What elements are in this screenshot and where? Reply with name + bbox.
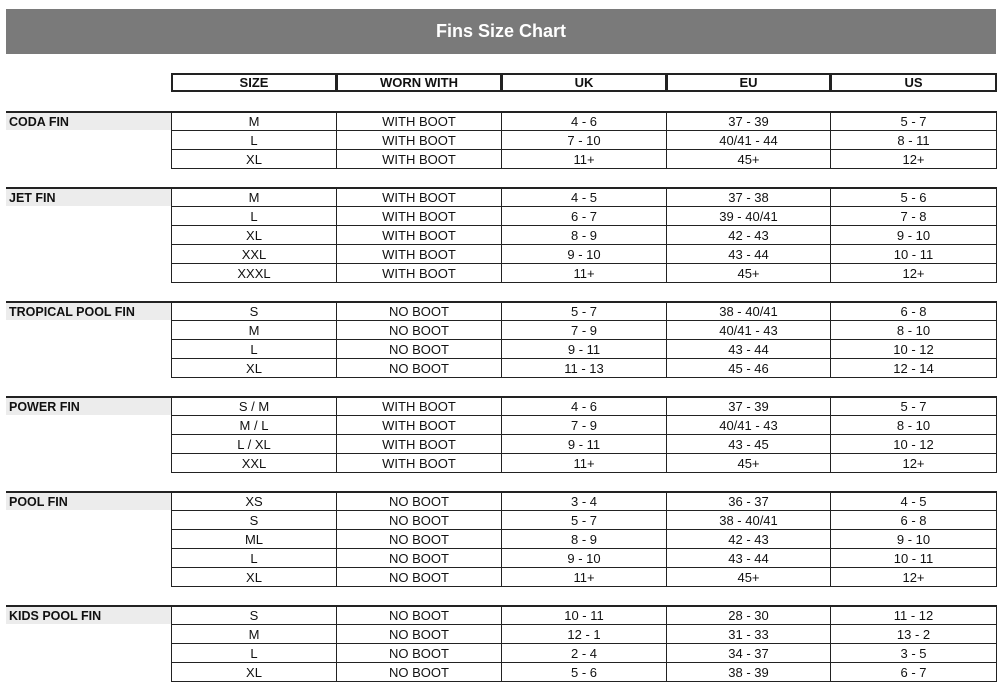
table-cell-us: 5 - 7 <box>830 111 997 131</box>
table-cell-us: 8 - 10 <box>830 415 997 435</box>
table-cell-size: XL <box>171 567 337 587</box>
table-cell-eu: 37 - 39 <box>666 111 831 131</box>
table-cell-uk: 10 - 11 <box>501 605 667 625</box>
table-cell-worn-with: NO BOOT <box>336 301 502 321</box>
table-cell-us: 12+ <box>830 263 997 283</box>
table-cell-uk: 2 - 4 <box>501 643 667 663</box>
table-cell-eu: 42 - 43 <box>666 225 831 245</box>
table-cell-worn-with: WITH BOOT <box>336 434 502 454</box>
table-cell-size: L <box>171 339 337 359</box>
table-cell-us: 8 - 10 <box>830 320 997 340</box>
table-cell-us: 12+ <box>830 567 997 587</box>
table-cell-eu: 39 - 40/41 <box>666 206 831 226</box>
table-cell-us: 12 - 14 <box>830 358 997 378</box>
table-cell-size: XXL <box>171 244 337 264</box>
table-cell-us: 9 - 10 <box>830 529 997 549</box>
table-cell-uk: 11+ <box>501 149 667 169</box>
table-cell-size: M / L <box>171 415 337 435</box>
table-cell-size: M <box>171 187 337 207</box>
table-cell-us: 10 - 11 <box>830 548 997 568</box>
table-cell-worn-with: WITH BOOT <box>336 206 502 226</box>
table-cell-worn-with: NO BOOT <box>336 491 502 511</box>
table-cell-uk: 4 - 6 <box>501 396 667 416</box>
table-cell-eu: 43 - 44 <box>666 339 831 359</box>
table-cell-uk: 8 - 9 <box>501 529 667 549</box>
table-cell-us: 7 - 8 <box>830 206 997 226</box>
table-cell-uk: 5 - 6 <box>501 662 667 682</box>
product-label: JET FIN <box>6 187 171 206</box>
table-cell-worn-with: NO BOOT <box>336 339 502 359</box>
column-header-us: US <box>830 73 997 92</box>
table-cell-eu: 40/41 - 43 <box>666 415 831 435</box>
table-cell-size: ML <box>171 529 337 549</box>
table-cell-worn-with: NO BOOT <box>336 567 502 587</box>
table-cell-worn-with: NO BOOT <box>336 643 502 663</box>
table-cell-us: 10 - 11 <box>830 244 997 264</box>
table-cell-worn-with: WITH BOOT <box>336 225 502 245</box>
table-cell-eu: 37 - 39 <box>666 396 831 416</box>
table-cell-us: 10 - 12 <box>830 339 997 359</box>
table-cell-us: 9 - 10 <box>830 225 997 245</box>
table-cell-worn-with: WITH BOOT <box>336 415 502 435</box>
table-cell-us: 8 - 11 <box>830 130 997 150</box>
table-cell-eu: 34 - 37 <box>666 643 831 663</box>
table-cell-us: 4 - 5 <box>830 491 997 511</box>
table-cell-size: XL <box>171 662 337 682</box>
table-cell-uk: 5 - 7 <box>501 510 667 530</box>
table-cell-worn-with: WITH BOOT <box>336 244 502 264</box>
table-cell-eu: 45+ <box>666 263 831 283</box>
table-cell-worn-with: WITH BOOT <box>336 149 502 169</box>
table-cell-eu: 45 - 46 <box>666 358 831 378</box>
table-cell-worn-with: NO BOOT <box>336 624 502 644</box>
table-cell-uk: 3 - 4 <box>501 491 667 511</box>
table-cell-eu: 40/41 - 44 <box>666 130 831 150</box>
table-cell-us: 6 - 8 <box>830 510 997 530</box>
table-cell-worn-with: NO BOOT <box>336 529 502 549</box>
table-cell-uk: 8 - 9 <box>501 225 667 245</box>
table-cell-size: L <box>171 130 337 150</box>
table-cell-size: XXL <box>171 453 337 473</box>
table-cell-size: L <box>171 206 337 226</box>
column-header-uk: UK <box>501 73 667 92</box>
column-header-size: SIZE <box>171 73 337 92</box>
table-cell-eu: 38 - 40/41 <box>666 301 831 321</box>
table-cell-eu: 38 - 39 <box>666 662 831 682</box>
table-cell-size: M <box>171 320 337 340</box>
table-cell-eu: 36 - 37 <box>666 491 831 511</box>
table-cell-uk: 12 - 1 <box>501 624 667 644</box>
table-cell-us: 10 - 12 <box>830 434 997 454</box>
table-cell-eu: 42 - 43 <box>666 529 831 549</box>
table-cell-uk: 4 - 5 <box>501 187 667 207</box>
product-label: KIDS POOL FIN <box>6 605 171 624</box>
table-cell-size: S <box>171 510 337 530</box>
table-cell-us: 3 - 5 <box>830 643 997 663</box>
table-cell-eu: 38 - 40/41 <box>666 510 831 530</box>
table-cell-size: S <box>171 605 337 625</box>
table-cell-worn-with: NO BOOT <box>336 510 502 530</box>
table-cell-size: S / M <box>171 396 337 416</box>
table-cell-uk: 9 - 11 <box>501 339 667 359</box>
table-cell-size: L <box>171 548 337 568</box>
table-cell-eu: 45+ <box>666 149 831 169</box>
product-label: POOL FIN <box>6 491 171 510</box>
table-cell-uk: 6 - 7 <box>501 206 667 226</box>
table-cell-size: L / XL <box>171 434 337 454</box>
table-cell-size: M <box>171 111 337 131</box>
table-cell-worn-with: WITH BOOT <box>336 111 502 131</box>
table-cell-us: 5 - 7 <box>830 396 997 416</box>
table-cell-worn-with: NO BOOT <box>336 358 502 378</box>
table-cell-eu: 43 - 44 <box>666 244 831 264</box>
table-cell-uk: 11+ <box>501 453 667 473</box>
table-cell-eu: 40/41 - 43 <box>666 320 831 340</box>
table-cell-us: 5 - 6 <box>830 187 997 207</box>
table-cell-eu: 28 - 30 <box>666 605 831 625</box>
table-cell-worn-with: NO BOOT <box>336 320 502 340</box>
table-cell-worn-with: NO BOOT <box>336 548 502 568</box>
table-cell-us: 12+ <box>830 149 997 169</box>
column-header-eu: EU <box>666 73 831 92</box>
column-header-worn-with: WORN WITH <box>336 73 502 92</box>
table-cell-uk: 9 - 10 <box>501 548 667 568</box>
table-cell-size: XL <box>171 225 337 245</box>
table-cell-eu: 45+ <box>666 567 831 587</box>
table-cell-uk: 11+ <box>501 263 667 283</box>
table-cell-size: XS <box>171 491 337 511</box>
table-cell-uk: 7 - 9 <box>501 415 667 435</box>
table-cell-size: S <box>171 301 337 321</box>
table-cell-eu: 45+ <box>666 453 831 473</box>
table-cell-worn-with: NO BOOT <box>336 662 502 682</box>
table-cell-uk: 7 - 10 <box>501 130 667 150</box>
table-cell-eu: 43 - 44 <box>666 548 831 568</box>
table-cell-worn-with: WITH BOOT <box>336 396 502 416</box>
table-cell-worn-with: WITH BOOT <box>336 453 502 473</box>
table-cell-us: 12+ <box>830 453 997 473</box>
table-cell-uk: 4 - 6 <box>501 111 667 131</box>
table-cell-eu: 31 - 33 <box>666 624 831 644</box>
table-cell-size: L <box>171 643 337 663</box>
table-cell-us: 6 - 8 <box>830 301 997 321</box>
table-cell-worn-with: NO BOOT <box>336 605 502 625</box>
table-cell-size: XL <box>171 358 337 378</box>
table-cell-worn-with: WITH BOOT <box>336 187 502 207</box>
table-cell-uk: 11 - 13 <box>501 358 667 378</box>
table-cell-eu: 43 - 45 <box>666 434 831 454</box>
table-cell-us: 11 - 12 <box>830 605 997 625</box>
table-cell-size: M <box>171 624 337 644</box>
table-cell-uk: 5 - 7 <box>501 301 667 321</box>
table-cell-us: 13 - 2 <box>830 624 997 644</box>
table-cell-uk: 9 - 11 <box>501 434 667 454</box>
table-cell-size: XL <box>171 149 337 169</box>
table-cell-us: 6 - 7 <box>830 662 997 682</box>
product-label: CODA FIN <box>6 111 171 130</box>
table-cell-worn-with: WITH BOOT <box>336 130 502 150</box>
table-cell-eu: 37 - 38 <box>666 187 831 207</box>
table-cell-uk: 11+ <box>501 567 667 587</box>
table-cell-worn-with: WITH BOOT <box>336 263 502 283</box>
product-label: POWER FIN <box>6 396 171 415</box>
table-cell-size: XXXL <box>171 263 337 283</box>
table-cell-uk: 9 - 10 <box>501 244 667 264</box>
table-cell-uk: 7 - 9 <box>501 320 667 340</box>
chart-title: Fins Size Chart <box>6 9 996 54</box>
product-label: TROPICAL POOL FIN <box>6 301 171 320</box>
